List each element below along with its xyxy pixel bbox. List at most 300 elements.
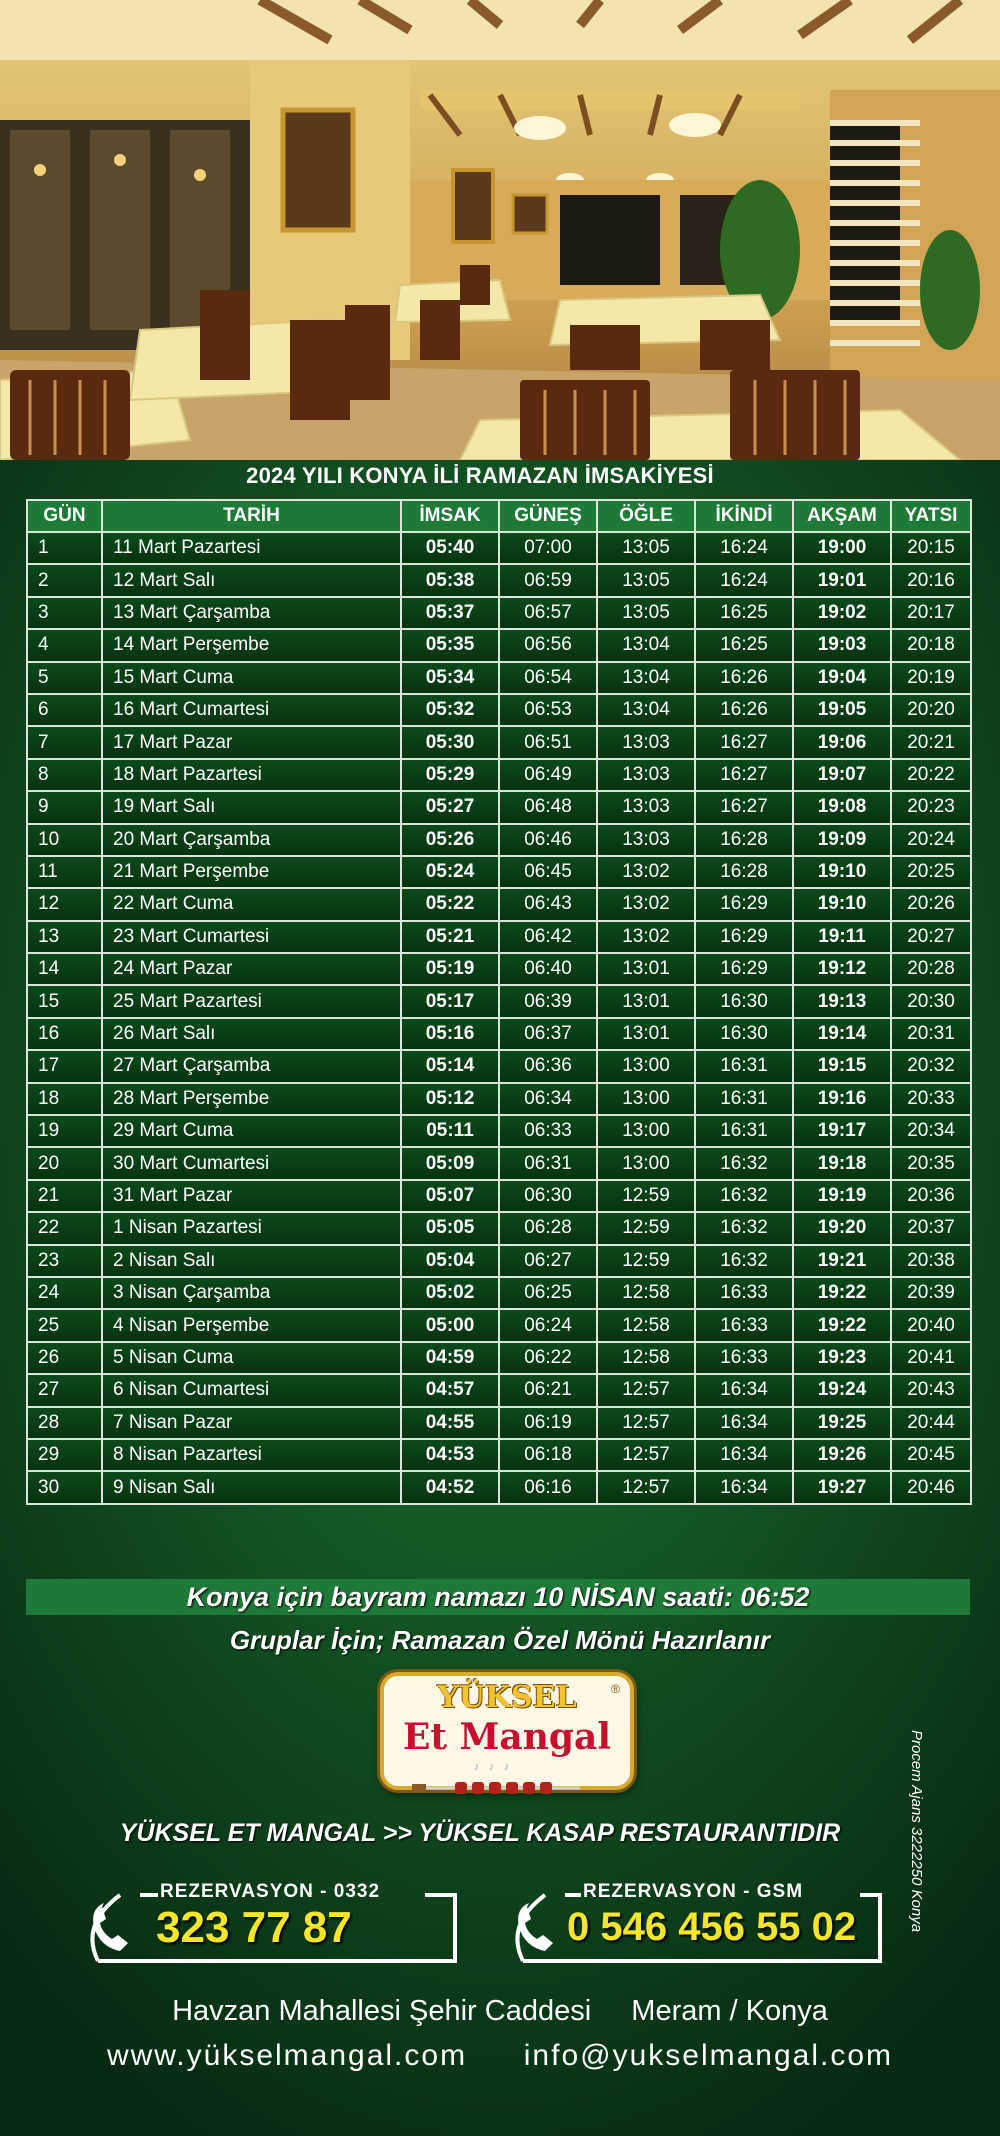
side-credit-note: Procem Ajans 3222250 Konya <box>908 1730 925 1933</box>
cell-aksam: 19:09 <box>793 824 891 856</box>
cell-gun: 19 <box>27 1115 102 1147</box>
cell-imsak: 05:26 <box>401 824 499 856</box>
cell-gun: 10 <box>27 824 102 856</box>
cell-gunes: 06:16 <box>499 1471 597 1503</box>
cell-aksam: 19:20 <box>793 1212 891 1244</box>
cell-aksam: 19:18 <box>793 1147 891 1179</box>
cell-gunes: 06:27 <box>499 1245 597 1277</box>
cell-tarih: 27 Mart Çarşamba <box>102 1050 401 1082</box>
cell-gun: 2 <box>27 564 102 596</box>
cell-tarih: 25 Mart Pazartesi <box>102 985 401 1017</box>
cell-yatsi: 20:21 <box>891 726 971 758</box>
address-street: Havzan Mahallesi Şehir Caddesi <box>172 1995 592 2027</box>
cell-ogle: 13:00 <box>597 1083 695 1115</box>
cell-imsak: 05:00 <box>401 1309 499 1341</box>
cell-imsak: 05:27 <box>401 791 499 823</box>
cell-gunes: 06:59 <box>499 564 597 596</box>
cell-ikindi: 16:34 <box>695 1439 793 1471</box>
cell-aksam: 19:23 <box>793 1342 891 1374</box>
cell-aksam: 19:16 <box>793 1083 891 1115</box>
cell-yatsi: 20:15 <box>891 532 971 564</box>
cell-gunes: 06:31 <box>499 1147 597 1179</box>
cell-gunes: 06:24 <box>499 1309 597 1341</box>
cell-yatsi: 20:23 <box>891 791 971 823</box>
table-row <box>27 791 971 823</box>
cell-ikindi: 16:25 <box>695 597 793 629</box>
cell-yatsi: 20:31 <box>891 1018 971 1050</box>
cell-ikindi: 16:27 <box>695 791 793 823</box>
table-row <box>27 1342 971 1374</box>
cell-imsak: 05:04 <box>401 1245 499 1277</box>
cell-aksam: 19:17 <box>793 1115 891 1147</box>
cell-ogle: 12:58 <box>597 1342 695 1374</box>
cell-tarih: 16 Mart Cumartesi <box>102 694 401 726</box>
cell-yatsi: 20:22 <box>891 759 971 791</box>
cell-gunes: 06:22 <box>499 1342 597 1374</box>
cell-gunes: 06:30 <box>499 1180 597 1212</box>
cell-aksam: 19:06 <box>793 726 891 758</box>
cell-tarih: 18 Mart Pazartesi <box>102 759 401 791</box>
cell-yatsi: 20:40 <box>891 1309 971 1341</box>
cell-ogle: 13:03 <box>597 726 695 758</box>
cell-yatsi: 20:38 <box>891 1245 971 1277</box>
cell-imsak: 04:52 <box>401 1471 499 1503</box>
cell-tarih: 31 Mart Pazar <box>102 1180 401 1212</box>
phone-box-landline <box>80 1881 458 1963</box>
cell-aksam: 19:12 <box>793 953 891 985</box>
logo-registered-mark: ® <box>611 1682 620 1696</box>
cell-aksam: 19:14 <box>793 1018 891 1050</box>
table-row <box>27 564 971 596</box>
cell-tarih: 21 Mart Perşembe <box>102 856 401 888</box>
cell-tarih: 15 Mart Cuma <box>102 662 401 694</box>
cell-imsak: 05:21 <box>401 921 499 953</box>
cell-aksam: 19:25 <box>793 1407 891 1439</box>
cell-tarih: 3 Nisan Çarşamba <box>102 1277 401 1309</box>
cell-ogle: 12:58 <box>597 1309 695 1341</box>
cell-ikindi: 16:32 <box>695 1245 793 1277</box>
cell-gun: 18 <box>27 1083 102 1115</box>
cell-aksam: 19:21 <box>793 1245 891 1277</box>
cell-ikindi: 16:31 <box>695 1083 793 1115</box>
cell-gunes: 06:19 <box>499 1407 597 1439</box>
web-contact <box>0 2039 1000 2073</box>
table-row <box>27 726 971 758</box>
cell-ikindi: 16:34 <box>695 1471 793 1503</box>
cell-ikindi: 16:30 <box>695 985 793 1017</box>
header-aksam: AKŞAM <box>793 500 891 532</box>
cell-gunes: 06:34 <box>499 1083 597 1115</box>
header-imsak: İMSAK <box>401 500 499 532</box>
cell-aksam: 19:24 <box>793 1374 891 1406</box>
cell-imsak: 05:19 <box>401 953 499 985</box>
cell-tarih: 23 Mart Cumartesi <box>102 921 401 953</box>
cell-yatsi: 20:25 <box>891 856 971 888</box>
cell-gunes: 06:37 <box>499 1018 597 1050</box>
cell-ikindi: 16:26 <box>695 662 793 694</box>
cell-yatsi: 20:26 <box>891 888 971 920</box>
cell-gun: 4 <box>27 629 102 661</box>
cell-gun: 25 <box>27 1309 102 1341</box>
cell-gun: 15 <box>27 985 102 1017</box>
table-row <box>27 1083 971 1115</box>
website-link[interactable]: www.yükselmangal.com <box>106 2039 468 2072</box>
cell-ogle: 13:01 <box>597 985 695 1017</box>
cell-ikindi: 16:27 <box>695 759 793 791</box>
cell-gunes: 06:54 <box>499 662 597 694</box>
cell-gun: 17 <box>27 1050 102 1082</box>
table-title: 2024 YILI KONYA İLİ RAMAZAN İMSAKİYESİ <box>246 463 714 488</box>
cell-aksam: 19:01 <box>793 564 891 596</box>
cell-imsak: 05:12 <box>401 1083 499 1115</box>
cell-tarih: 26 Mart Salı <box>102 1018 401 1050</box>
cell-ogle: 13:04 <box>597 694 695 726</box>
cell-imsak: 05:35 <box>401 629 499 661</box>
cell-aksam: 19:10 <box>793 856 891 888</box>
cell-tarih: 12 Mart Salı <box>102 564 401 596</box>
cell-imsak: 05:22 <box>401 888 499 920</box>
cell-gunes: 06:28 <box>499 1212 597 1244</box>
tagline: YÜKSEL ET MANGAL >> YÜKSEL KASAP RESTAURANTIDIR <box>119 1819 841 1847</box>
cell-ikindi: 16:24 <box>695 564 793 596</box>
cell-yatsi: 20:24 <box>891 824 971 856</box>
cell-imsak: 05:24 <box>401 856 499 888</box>
cell-yatsi: 20:20 <box>891 694 971 726</box>
cell-tarih: 28 Mart Perşembe <box>102 1083 401 1115</box>
cell-imsak: 05:02 <box>401 1277 499 1309</box>
cell-ogle: 12:57 <box>597 1374 695 1406</box>
cell-gun: 24 <box>27 1277 102 1309</box>
skewer-icon <box>0 1764 1000 1804</box>
table-row <box>27 1439 971 1471</box>
cell-yatsi: 20:30 <box>891 985 971 1017</box>
cell-tarih: 30 Mart Cumartesi <box>102 1147 401 1179</box>
cell-gunes: 06:25 <box>499 1277 597 1309</box>
header-gun: GÜN <box>27 500 102 532</box>
cell-tarih: 19 Mart Salı <box>102 791 401 823</box>
cell-ogle: 13:02 <box>597 888 695 920</box>
cell-imsak: 05:16 <box>401 1018 499 1050</box>
mobile-phone-icon <box>509 1895 565 1955</box>
cell-gun: 7 <box>27 726 102 758</box>
cell-imsak: 05:07 <box>401 1180 499 1212</box>
cell-gun: 26 <box>27 1342 102 1374</box>
table-row <box>27 597 971 629</box>
cell-ikindi: 16:25 <box>695 629 793 661</box>
table-row <box>27 1309 971 1341</box>
cell-aksam: 19:05 <box>793 694 891 726</box>
interior-illustration <box>0 0 1000 460</box>
cell-tarih: 7 Nisan Pazar <box>102 1407 401 1439</box>
cell-imsak: 05:37 <box>401 597 499 629</box>
cell-aksam: 19:08 <box>793 791 891 823</box>
table-row <box>27 1018 971 1050</box>
cell-yatsi: 20:19 <box>891 662 971 694</box>
cell-gunes: 06:51 <box>499 726 597 758</box>
cell-gun: 6 <box>27 694 102 726</box>
cell-ogle: 13:02 <box>597 856 695 888</box>
logo-bottom-text: Et Mangal <box>402 1716 612 1758</box>
cell-tarih: 9 Nisan Salı <box>102 1471 401 1503</box>
cell-ikindi: 16:26 <box>695 694 793 726</box>
cell-yatsi: 20:43 <box>891 1374 971 1406</box>
cell-aksam: 19:26 <box>793 1439 891 1471</box>
cell-tarih: 13 Mart Çarşamba <box>102 597 401 629</box>
table-header-row <box>27 500 971 532</box>
cell-gun: 3 <box>27 597 102 629</box>
cell-yatsi: 20:18 <box>891 629 971 661</box>
cell-ikindi: 16:33 <box>695 1277 793 1309</box>
logo-top-text: YÜKSEL <box>437 1680 577 1715</box>
cell-yatsi: 20:28 <box>891 953 971 985</box>
cell-ogle: 13:02 <box>597 921 695 953</box>
cell-ogle: 13:04 <box>597 662 695 694</box>
cell-yatsi: 20:27 <box>891 921 971 953</box>
cell-imsak: 05:17 <box>401 985 499 1017</box>
cell-yatsi: 20:34 <box>891 1115 971 1147</box>
cell-aksam: 19:19 <box>793 1180 891 1212</box>
cell-imsak: 05:30 <box>401 726 499 758</box>
table-row <box>27 759 971 791</box>
cell-aksam: 19:00 <box>793 532 891 564</box>
cell-gun: 12 <box>27 888 102 920</box>
header-tarih: TARİH <box>102 500 401 532</box>
cell-imsak: 05:11 <box>401 1115 499 1147</box>
cell-gun: 20 <box>27 1147 102 1179</box>
cell-ogle: 13:03 <box>597 824 695 856</box>
cell-tarih: 4 Nisan Perşembe <box>102 1309 401 1341</box>
cell-ogle: 13:05 <box>597 597 695 629</box>
cell-ikindi: 16:29 <box>695 921 793 953</box>
cell-aksam: 19:04 <box>793 662 891 694</box>
cell-tarih: 29 Mart Cuma <box>102 1115 401 1147</box>
cell-aksam: 19:02 <box>793 597 891 629</box>
cell-ikindi: 16:29 <box>695 953 793 985</box>
table-row <box>27 662 971 694</box>
email-link[interactable]: info@yukselmangal.com <box>523 2039 894 2072</box>
cell-ikindi: 16:33 <box>695 1342 793 1374</box>
cell-tarih: 11 Mart Pazartesi <box>102 532 401 564</box>
cell-ogle: 13:00 <box>597 1050 695 1082</box>
cell-gun: 29 <box>27 1439 102 1471</box>
table-row <box>27 1374 971 1406</box>
cell-ikindi: 16:28 <box>695 856 793 888</box>
cell-tarih: 22 Mart Cuma <box>102 888 401 920</box>
cell-ogle: 12:59 <box>597 1212 695 1244</box>
cell-gunes: 06:33 <box>499 1115 597 1147</box>
cell-ikindi: 16:33 <box>695 1309 793 1341</box>
table-row <box>27 921 971 953</box>
cell-gunes: 06:18 <box>499 1439 597 1471</box>
cell-aksam: 19:10 <box>793 888 891 920</box>
cell-aksam: 19:27 <box>793 1471 891 1503</box>
header-gunes: GÜNEŞ <box>499 500 597 532</box>
header-ikindi: İKİNDİ <box>695 500 793 532</box>
cell-yatsi: 20:32 <box>891 1050 971 1082</box>
cell-ogle: 13:05 <box>597 532 695 564</box>
cell-ikindi: 16:29 <box>695 888 793 920</box>
cell-gunes: 06:53 <box>499 694 597 726</box>
cell-ogle: 12:57 <box>597 1407 695 1439</box>
cell-ikindi: 16:27 <box>695 726 793 758</box>
cell-imsak: 04:59 <box>401 1342 499 1374</box>
cell-gunes: 06:45 <box>499 856 597 888</box>
cell-ogle: 13:00 <box>597 1115 695 1147</box>
cell-imsak: 05:29 <box>401 759 499 791</box>
cell-gunes: 06:56 <box>499 629 597 661</box>
cell-aksam: 19:22 <box>793 1277 891 1309</box>
cell-gun: 14 <box>27 953 102 985</box>
cell-tarih: 24 Mart Pazar <box>102 953 401 985</box>
cell-gunes: 06:57 <box>499 597 597 629</box>
table-row <box>27 1115 971 1147</box>
table-row <box>27 1245 971 1277</box>
table-row <box>27 824 971 856</box>
cell-aksam: 19:15 <box>793 1050 891 1082</box>
address-city: Meram / Konya <box>631 1995 828 2027</box>
cell-ikindi: 16:31 <box>695 1115 793 1147</box>
cell-gunes: 06:36 <box>499 1050 597 1082</box>
cell-aksam: 19:22 <box>793 1309 891 1341</box>
cell-ikindi: 16:34 <box>695 1374 793 1406</box>
cell-ikindi: 16:32 <box>695 1180 793 1212</box>
cell-tarih: 14 Mart Perşembe <box>102 629 401 661</box>
cell-yatsi: 20:16 <box>891 564 971 596</box>
cell-gun: 11 <box>27 856 102 888</box>
phone-label-landline: REZERVASYON - 0332 <box>160 1881 381 1902</box>
cell-ikindi: 16:34 <box>695 1407 793 1439</box>
cell-ikindi: 16:32 <box>695 1212 793 1244</box>
cell-gun: 28 <box>27 1407 102 1439</box>
cell-imsak: 05:14 <box>401 1050 499 1082</box>
cell-tarih: 17 Mart Pazar <box>102 726 401 758</box>
address <box>0 1995 1000 2028</box>
cell-ogle: 13:01 <box>597 953 695 985</box>
phone-box-gsm <box>505 1881 883 1963</box>
cell-yatsi: 20:44 <box>891 1407 971 1439</box>
cell-imsak: 05:09 <box>401 1147 499 1179</box>
cell-ogle: 12:57 <box>597 1439 695 1471</box>
phone-label-gsm: REZERVASYON - GSM <box>583 1881 804 1902</box>
table-row <box>27 888 971 920</box>
cell-tarih: 20 Mart Çarşamba <box>102 824 401 856</box>
cell-yatsi: 20:39 <box>891 1277 971 1309</box>
cell-gunes: 07:00 <box>499 532 597 564</box>
table-row <box>27 1147 971 1179</box>
header-yatsi: YATSI <box>891 500 971 532</box>
cell-gun: 9 <box>27 791 102 823</box>
table-body <box>27 532 971 1504</box>
cell-tarih: 8 Nisan Pazartesi <box>102 1439 401 1471</box>
cell-ogle: 13:03 <box>597 759 695 791</box>
cell-ogle: 12:58 <box>597 1277 695 1309</box>
cell-imsak: 04:53 <box>401 1439 499 1471</box>
cell-gunes: 06:39 <box>499 985 597 1017</box>
cell-aksam: 19:13 <box>793 985 891 1017</box>
gruplar-text: Gruplar İçin; Ramazan Özel Mönü Hazırlanır <box>229 1625 771 1655</box>
cell-aksam: 19:07 <box>793 759 891 791</box>
table-row <box>27 953 971 985</box>
table-row <box>27 1407 971 1439</box>
cell-ogle: 13:01 <box>597 1018 695 1050</box>
cell-imsak: 05:34 <box>401 662 499 694</box>
cell-yatsi: 20:46 <box>891 1471 971 1503</box>
cell-gun: 8 <box>27 759 102 791</box>
phone-number-gsm[interactable]: 0 546 456 55 02 <box>567 1905 857 1949</box>
table-row <box>27 694 971 726</box>
table-row <box>27 1050 971 1082</box>
table-row <box>27 532 971 564</box>
table-row <box>27 1277 971 1309</box>
restaurant-interior-photo <box>0 0 1000 460</box>
cell-yatsi: 20:17 <box>891 597 971 629</box>
phone-number-landline[interactable]: 323 77 87 <box>156 1903 352 1952</box>
cell-gun: 23 <box>27 1245 102 1277</box>
cell-gunes: 06:48 <box>499 791 597 823</box>
table-row <box>27 1471 971 1503</box>
cell-ikindi: 16:28 <box>695 824 793 856</box>
cell-tarih: 6 Nisan Cumartesi <box>102 1374 401 1406</box>
cell-gun: 21 <box>27 1180 102 1212</box>
cell-gunes: 06:49 <box>499 759 597 791</box>
header-ogle: ÖĞLE <box>597 500 695 532</box>
imsakiye-table <box>26 499 972 1505</box>
cell-tarih: 5 Nisan Cuma <box>102 1342 401 1374</box>
cell-gun: 22 <box>27 1212 102 1244</box>
cell-ikindi: 16:24 <box>695 532 793 564</box>
cell-ogle: 12:57 <box>597 1471 695 1503</box>
cell-gun: 5 <box>27 662 102 694</box>
table-row <box>27 629 971 661</box>
table-row <box>27 1180 971 1212</box>
cell-ogle: 12:59 <box>597 1245 695 1277</box>
cell-imsak: 05:38 <box>401 564 499 596</box>
cell-tarih: 2 Nisan Salı <box>102 1245 401 1277</box>
cell-imsak: 05:40 <box>401 532 499 564</box>
cell-gun: 1 <box>27 532 102 564</box>
cell-tarih: 1 Nisan Pazartesi <box>102 1212 401 1244</box>
cell-yatsi: 20:36 <box>891 1180 971 1212</box>
cell-ikindi: 16:31 <box>695 1050 793 1082</box>
cell-imsak: 04:55 <box>401 1407 499 1439</box>
cell-gun: 27 <box>27 1374 102 1406</box>
cell-ogle: 13:03 <box>597 791 695 823</box>
cell-gunes: 06:42 <box>499 921 597 953</box>
cell-yatsi: 20:35 <box>891 1147 971 1179</box>
cell-ikindi: 16:30 <box>695 1018 793 1050</box>
cell-imsak: 05:05 <box>401 1212 499 1244</box>
cell-ogle: 12:59 <box>597 1180 695 1212</box>
cell-yatsi: 20:41 <box>891 1342 971 1374</box>
cell-yatsi: 20:45 <box>891 1439 971 1471</box>
cell-yatsi: 20:33 <box>891 1083 971 1115</box>
bayram-namazi-text: Konya için bayram namazı 10 NİSAN saati: 06:52 <box>186 1582 810 1612</box>
cell-gunes: 06:46 <box>499 824 597 856</box>
cell-gun: 16 <box>27 1018 102 1050</box>
cell-aksam: 19:11 <box>793 921 891 953</box>
table-row <box>27 985 971 1017</box>
phone-icon <box>84 1895 140 1955</box>
cell-gun: 30 <box>27 1471 102 1503</box>
cell-ikindi: 16:32 <box>695 1147 793 1179</box>
table-row <box>27 856 971 888</box>
cell-gunes: 06:21 <box>499 1374 597 1406</box>
cell-gun: 13 <box>27 921 102 953</box>
cell-gunes: 06:43 <box>499 888 597 920</box>
cell-ogle: 13:00 <box>597 1147 695 1179</box>
cell-gunes: 06:40 <box>499 953 597 985</box>
cell-imsak: 05:32 <box>401 694 499 726</box>
